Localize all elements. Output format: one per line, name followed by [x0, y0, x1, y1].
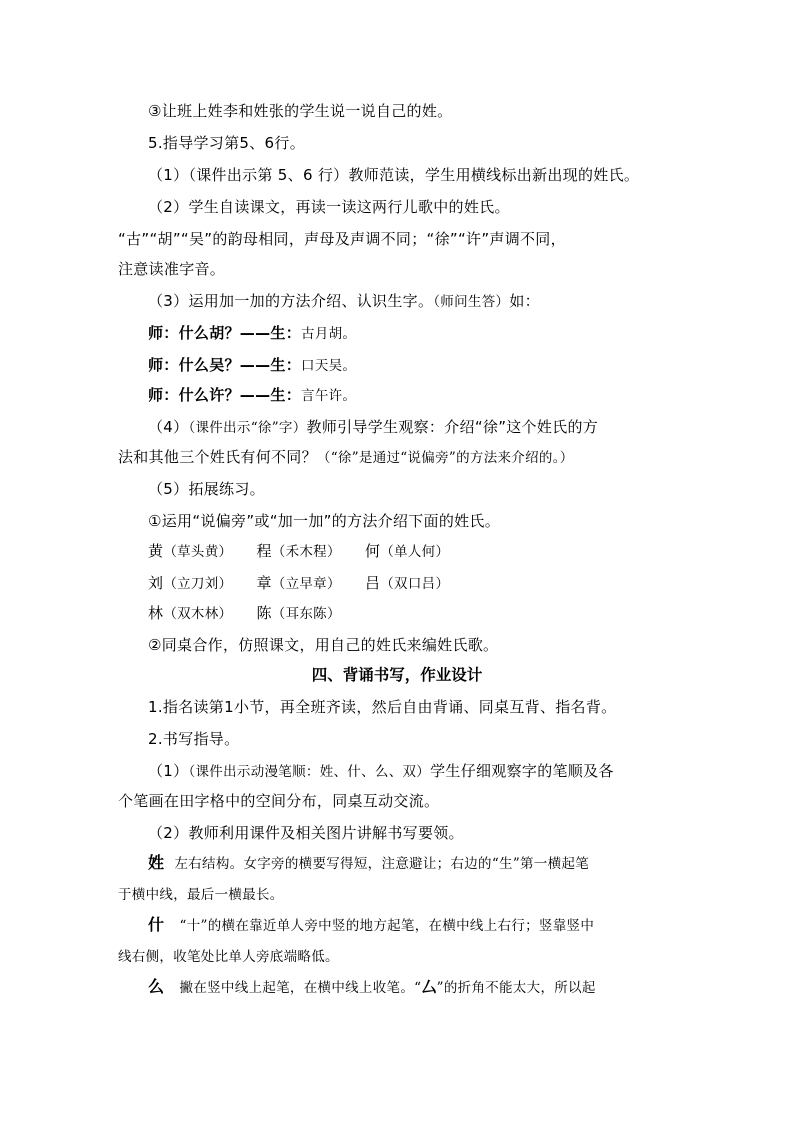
- writing-tip-text: “十”的横在靠近单人旁中竖的地方起笔，在横中线上右行；竖靠竖中: [179, 918, 595, 934]
- section-heading: 四、背诵书写，作业设计: [311, 666, 483, 684]
- dialogue-answer: 言午许。: [301, 388, 357, 404]
- text-line: ②同桌合作，仿照课文，用自己的姓氏来编姓氏歌。: [148, 636, 499, 654]
- surname-hint: （耳东陈）: [271, 606, 341, 622]
- text-line: 2.书写指导。: [148, 730, 240, 748]
- text-span: 学生仔细观察字的笔顺及各: [430, 762, 614, 780]
- surname-char: 吕: [364, 574, 381, 592]
- surname-char: 何: [364, 542, 381, 560]
- text-line: （2）教师利用课件及相关图片讲解书写要领。: [148, 824, 464, 842]
- text-line: 5.指导学习第5、6行。: [148, 134, 305, 152]
- surname-hint: （双口吕）: [380, 576, 450, 592]
- dialogue-answer: 古月胡。: [301, 326, 357, 342]
- writing-char: 姓: [148, 853, 165, 872]
- text-line: （1）（课件出示第 5、6 行）教师范读，学生用横线标出新出现的姓氏。: [148, 166, 640, 184]
- writing-tip-text: 左右结构。女字旁的横要写得短，注意避让；右边的“生”第一横起笔: [174, 856, 590, 872]
- dialogue-answer: 口天吴。: [301, 358, 357, 374]
- text-line: [148, 760, 614, 783]
- writing-tip-text: ”的折角不能太大，所以起: [436, 980, 596, 996]
- text-line: 1.指名读第1小节，再全班齐读，然后自由背诵、同桌互背、指名背。: [148, 698, 617, 716]
- text-span: （4）: [148, 418, 189, 436]
- surname-char: 陈: [256, 604, 272, 622]
- dialogue-line: [148, 354, 356, 377]
- text-span: 法和其他三个姓氏有何不同？: [118, 448, 317, 466]
- writing-char: 么: [148, 977, 165, 996]
- text-line: ①运用“说偏旁”或“加一加”的方法介绍下面的姓氏。: [148, 512, 501, 530]
- text-line: （5）拓展练习。: [148, 480, 265, 498]
- dialogue-question: 师：什么吴？——生：: [148, 356, 302, 374]
- surname-char: 程: [256, 542, 272, 560]
- note-span: （“徐”是通过“说偏旁”的方法来介绍的。）: [316, 450, 574, 466]
- surname-char: 黄: [148, 542, 164, 560]
- text-line: 个笔画在田字格中的空间分布，同桌互动交流。: [118, 792, 440, 810]
- writing-tip: [148, 852, 589, 875]
- surname-char: 刘: [148, 574, 164, 592]
- text-span: （1）: [148, 762, 189, 780]
- surname-row: [148, 602, 341, 625]
- surname-row: [148, 572, 449, 595]
- text-span: 教师引导学生观察：介绍“徐”这个姓氏的方: [306, 418, 599, 436]
- surname-hint: （双木林）: [163, 606, 233, 622]
- dialogue-line: [148, 384, 356, 407]
- text-line: ③让班上姓李和姓张的学生说一说自己的姓。: [148, 102, 453, 120]
- writing-tip-line: 于横中线，最后一横最长。: [118, 887, 284, 903]
- radical-glyph: 厶: [421, 978, 437, 996]
- writing-char: 什: [148, 915, 165, 934]
- writing-tip-line: 线右侧，收笔处比单人旁底端略低。: [118, 949, 339, 965]
- text-line: “古”“胡”“吴”的韵母相同，声母及声调不同；“徐”“许”声调不同，: [118, 230, 566, 248]
- dialogue-line: [148, 322, 356, 345]
- writing-tip-text: 撇在竖中线上起笔，在横中线上收笔。“: [179, 980, 422, 996]
- text-line: 注意读准字音。: [118, 260, 226, 278]
- text-line: （2）学生自读课文，再读一读这两行儿歌中的姓氏。: [148, 198, 510, 216]
- note-span: （师问生答）: [433, 294, 510, 310]
- surname-hint: （草头黄）: [163, 544, 233, 560]
- surname-char: 章: [256, 574, 272, 592]
- surname-hint: （禾木程）: [271, 544, 341, 560]
- dialogue-question: 师：什么胡？——生：: [148, 324, 302, 342]
- surname-char: 林: [148, 604, 164, 622]
- text-line: [148, 290, 540, 313]
- surname-hint: （立刀刘）: [163, 576, 233, 592]
- note-span: （课件出示动漫笔顺：姓、什、么、双）: [188, 764, 431, 780]
- surname-row: [148, 540, 449, 563]
- note-span: （课件出示“徐”字）: [188, 420, 307, 436]
- text-span: （3）运用加一加的方法介绍、认识生字。: [148, 292, 434, 310]
- writing-tip: [148, 976, 596, 999]
- dialogue-question: 师：什么许？——生：: [148, 386, 302, 404]
- surname-hint: （单人何）: [380, 544, 450, 560]
- text-span: 如：: [509, 292, 540, 310]
- surname-hint: （立早章）: [271, 576, 341, 592]
- text-line: [148, 416, 598, 439]
- writing-tip: [148, 914, 594, 937]
- text-line: [118, 446, 574, 469]
